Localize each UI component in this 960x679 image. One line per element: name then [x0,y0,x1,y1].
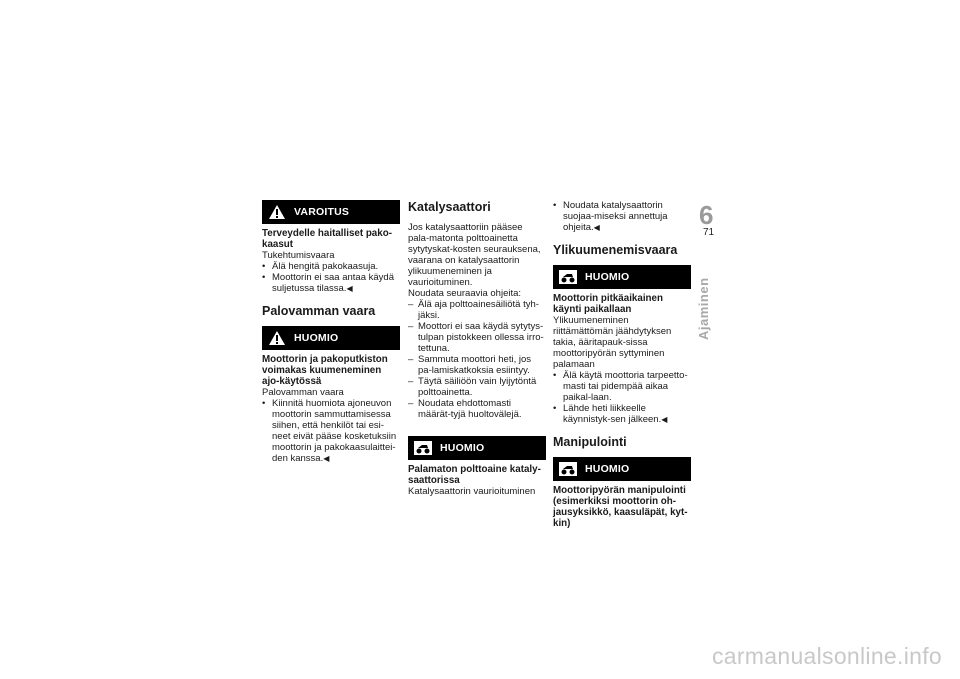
notice-box-header [553,457,691,481]
column-3 [553,200,691,529]
list-item: • Kiinnitä huomiota ajoneuvon moottorin sammuttamisessa siihen, että henkilöt tai esi-neet eivät pääse kosketuksiin moottorin ja pakokaasulaittei-den kanssa.◀ [262,398,400,464]
notice-title: Palamaton polttoaine kataly-saattorissa [408,464,541,486]
section-tab-label: Ajaminen [696,277,711,340]
warning-box-header [262,200,400,224]
list-item: – Älä aja polttoainesäiliötä tyh-jäksi. [408,299,546,321]
notice-label: HUOMIO [440,442,485,454]
notice-box-header [553,265,691,289]
list-item: • Noudata katalysaattorin suojaa-miseksi annettuja ohjeita.◀ [553,200,691,233]
list-item: – Moottori ei saa käydä sytytys-tulpan pistokkeen ollessa irro-tettuna. [408,321,546,354]
warning-label: VAROITUS [294,206,350,218]
warning-list [262,261,400,294]
notice-subtitle: Palovamman vaara [262,387,344,398]
warning-triangle-icon [266,203,288,221]
warning-subtitle: Tukehtumisvaara [262,250,335,261]
list-item: • Älä käytä moottoria tarpeetto-masti tai pidempää aikaa paikal-laan. [553,370,691,403]
notice-text: Ylikuumeneminen riittämättömän jäähdytyksen takia, ääritapauk-sissa moottoripyörän syttyminen palamaan [553,315,672,370]
notice-title: Moottorin ja pakoputkiston voimakas kuumeneminen ajo-käytössä [262,354,388,387]
warning-title: Terveydelle haitalliset pako-kaasut [262,228,392,250]
notice-title: Moottorin pitkäaikainen käynti paikallaan [553,293,663,315]
notice-label: HUOMIO [585,271,630,283]
end-of-section-icon: ◀ [593,223,600,232]
section-title-overheating: Ylikuumenemisvaara [553,243,678,257]
notice-box-header [408,436,546,460]
motorcycle-notice-icon [412,439,434,457]
column-2 [408,200,546,497]
end-of-section-icon: ◀ [346,284,353,293]
list-item: • Moottorin ei saa antaa käydä suljetussa tilassa.◀ [262,272,400,294]
notice-list [262,398,400,464]
catalyst-continuation-list [553,200,691,233]
list-item: – Noudata ehdottomasti määrät-tyjä huoltovälejä. [408,398,546,420]
page-number: 71 [703,227,715,238]
column-1 [262,200,400,464]
notice-label: HUOMIO [585,463,630,475]
chapter-number: 6 [699,200,714,230]
list-item: • Älä hengitä pakokaasuja. [262,261,400,272]
list-item: – Sammuta moottori heti, jos pa-lamiskatkoksia esiintyy. [408,354,546,376]
section-title-burn-hazard: Palovamman vaara [262,304,376,318]
warning-triangle-icon [266,329,288,347]
catalyst-intro: Jos katalysaattoriin pääsee pala-matonta polttoainetta sytytyskat-kosten seurauksena, vaarana on katalysaattorin ylikuumeneminen ja vaurioituminen. [408,222,541,288]
watermark: carmanualsonline.info [711,643,942,669]
notice-subtitle: Katalysaattorin vaurioituminen [408,486,536,497]
motorcycle-notice-icon [557,460,579,478]
notice-label: HUOMIO [294,332,339,344]
motorcycle-notice-icon [557,268,579,286]
section-title-catalyst: Katalysaattori [408,200,491,214]
catalyst-instructions [408,299,546,420]
notice-list [553,370,691,425]
list-item: – Täytä säiliöön vain lyijytöntä polttoainetta. [408,376,546,398]
notice-title: Moottoripyörän manipulointi (esimerkiksi moottorin oh-jausyksikkö, kaasuläpät, kyt-kin) [553,485,688,529]
list-item: • Lähde heti liikkeelle käynnistyk-sen jälkeen.◀ [553,403,691,425]
end-of-section-icon: ◀ [323,454,330,463]
notice-box-header [262,326,400,350]
section-title-manipulation: Manipulointi [553,435,627,449]
end-of-section-icon: ◀ [661,415,668,424]
follow-label: Noudata seuraavia ohjeita: [408,288,522,299]
